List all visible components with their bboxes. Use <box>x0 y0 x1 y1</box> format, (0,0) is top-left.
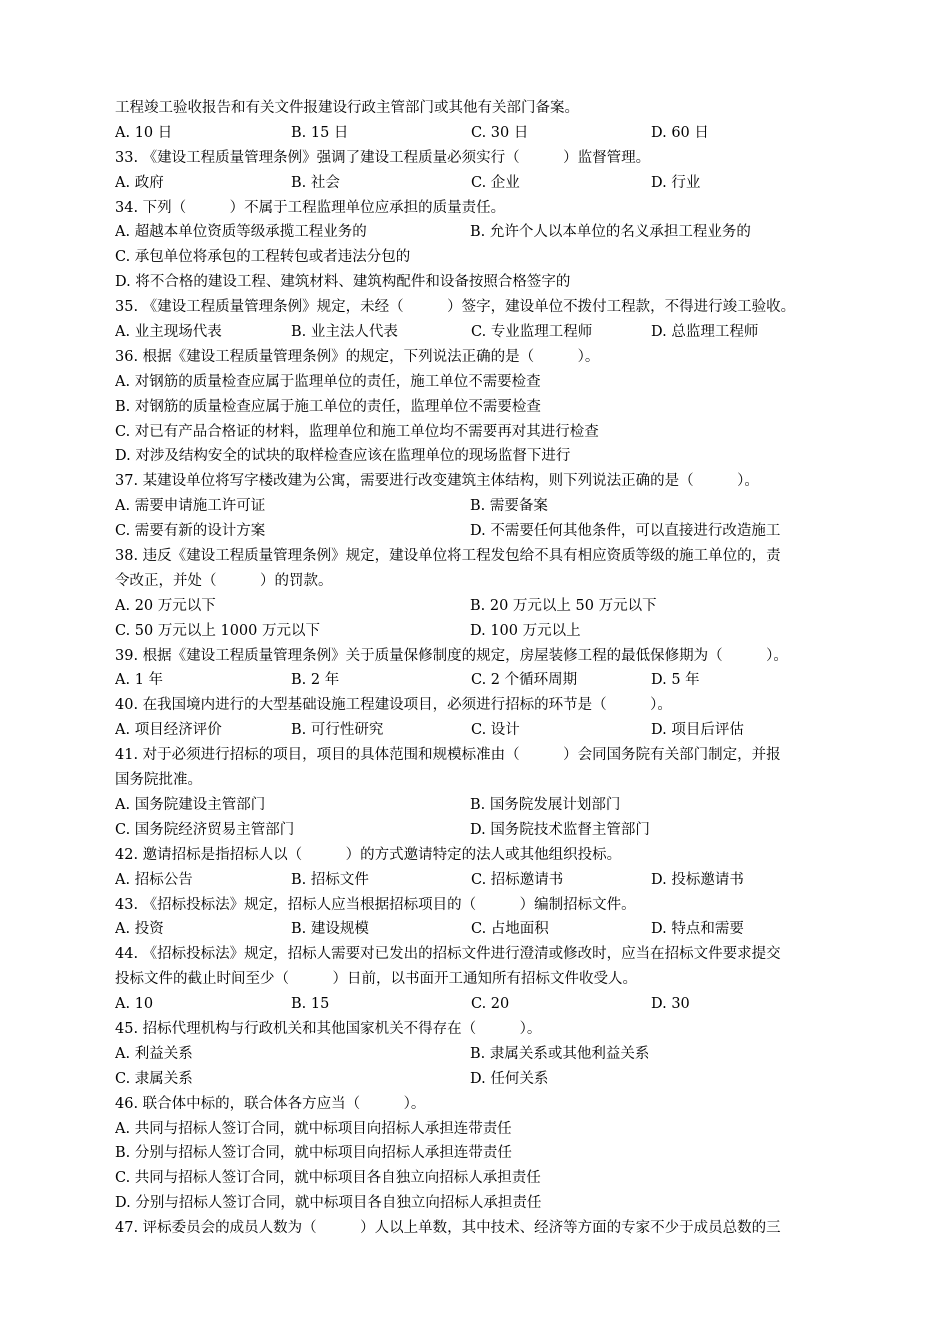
text-line: 44. 《招标投标法》规定，招标人需要对已发出的招标文件进行澄清或修改时，应当在招标文件要求提交 <box>115 946 781 963</box>
options-row <box>115 668 880 693</box>
option-item: C. 招标邀请书 <box>471 871 564 888</box>
text-line: A. 对钢筋的质量检查应属于监理单位的责任，施工单位不需要检查 <box>115 373 541 390</box>
options-row <box>115 917 880 942</box>
text-line: 45. 招标代理机构与行政机关和其他国家机关不得存在（ ）。 <box>115 1020 542 1037</box>
options-row <box>115 1067 880 1092</box>
text-line: 国务院批准。 <box>115 772 202 789</box>
text-line: A. 共同与招标人签订合同，就中标项目向招标人承担连带责任 <box>115 1120 512 1137</box>
option-item: D. 不需要任何其他条件，可以直接进行改造施工 <box>470 523 781 540</box>
option-item: A. 1 年 <box>115 672 164 689</box>
text-line: 38. 违反《建设工程质量管理条例》规定，建设单位将工程发包给不具有相应资质等级的施工单位的，责 <box>115 548 781 565</box>
options-row <box>115 594 880 619</box>
option-item: B. 招标文件 <box>291 871 369 888</box>
option-item: D. 任何关系 <box>470 1070 549 1087</box>
option-item: D. 行业 <box>651 174 701 191</box>
option-item: B. 可行性研究 <box>291 722 384 739</box>
option-item: A. 超越本单位资质等级承揽工程业务的 <box>115 224 367 241</box>
option-item: B. 允许个人以本单位的名义承担工程业务的 <box>470 224 751 241</box>
option-item: B. 需要备案 <box>470 498 548 515</box>
option-item: B. 建设规模 <box>291 921 369 938</box>
option-item: D. 总监理工程师 <box>651 324 759 341</box>
option-item: B. 隶属关系或其他利益关系 <box>470 1045 650 1062</box>
option-item: B. 国务院发展计划部门 <box>470 796 621 813</box>
options-row <box>115 1042 880 1067</box>
option-item: B. 15 <box>291 996 330 1013</box>
options-row <box>115 220 880 245</box>
text-line: 工程竣工验收报告和有关文件报建设行政主管部门或其他有关部门备案。 <box>115 100 579 116</box>
option-item: D. 国务院技术监督主管部门 <box>470 821 650 838</box>
option-item: A. 国务院建设主管部门 <box>115 796 266 813</box>
text-line: 36. 根据《建设工程质量管理条例》的规定，下列说法正确的是（ ）。 <box>115 348 600 365</box>
text-line: 投标文件的截止时间至少（ ）日前，以书面开工通知所有招标文件收受人。 <box>115 971 637 988</box>
options-row <box>115 619 880 644</box>
text-line: B. 分别与招标人签订合同，就中标项目向招标人承担连带责任 <box>115 1145 512 1162</box>
option-item: C. 2 个循环周期 <box>471 672 578 689</box>
options-row <box>115 793 880 818</box>
option-item: C. 企业 <box>471 174 520 191</box>
option-item: A. 20 万元以下 <box>115 597 216 614</box>
option-item: B. 业主法人代表 <box>291 324 398 341</box>
options-row <box>115 868 880 893</box>
option-item: A. 需要申请施工许可证 <box>115 498 266 515</box>
option-item: C. 占地面积 <box>471 921 549 938</box>
option-item: B. 社会 <box>291 174 340 191</box>
text-line: C. 承包单位将承包的工程转包或者违法分包的 <box>115 249 411 266</box>
option-item: C. 隶属关系 <box>115 1070 193 1087</box>
option-item: A. 业主现场代表 <box>115 324 222 341</box>
options-row <box>115 718 880 743</box>
option-item: C. 专业监理工程师 <box>471 324 593 341</box>
option-item: D. 投标邀请书 <box>651 871 744 888</box>
text-line: 43. 《招标投标法》规定，招标人应当根据招标项目的（ ）编制招标文件。 <box>115 896 636 913</box>
option-item: A. 招标公告 <box>115 871 193 888</box>
text-line: 40. 在我国境内进行的大型基础设施工程建设项目，必须进行招标的环节是（ ）。 <box>115 697 672 714</box>
option-item: C. 需要有新的设计方案 <box>115 523 266 540</box>
text-line: 33. 《建设工程质量管理条例》强调了建设工程质量必须实行（ ）监督管理。 <box>115 149 651 166</box>
text-line: B. 对钢筋的质量检查应属于施工单位的责任，监理单位不需要检查 <box>115 398 541 415</box>
text-line: 34. 下列（ ）不属于工程监理单位应承担的质量责任。 <box>115 199 506 216</box>
text-line: D. 将不合格的建设工程、建筑材料、建筑构配件和设备按照合格签字的 <box>115 274 571 291</box>
option-item: C. 50 万元以上 1000 万元以下 <box>115 622 320 639</box>
options-row <box>115 818 880 843</box>
option-item: D. 30 <box>651 996 690 1013</box>
option-item: C. 设计 <box>471 722 520 739</box>
text-line: 39. 根据《建设工程质量管理条例》关于质量保修制度的规定，房屋装修工程的最低保修期为（ ）。 <box>115 647 788 664</box>
options-row <box>115 992 880 1017</box>
option-item: A. 政府 <box>115 174 164 191</box>
option-item: C. 30 日 <box>471 124 529 141</box>
option-item: B. 2 年 <box>291 672 340 689</box>
text-line: 41. 对于必须进行招标的项目，项目的具体范围和规模标准由（ ）会同国务院有关部门制定，并报 <box>115 747 781 764</box>
text-line: D. 对涉及结构安全的试块的取样检查应该在监理单位的现场监督下进行 <box>115 448 571 465</box>
option-item: A. 项目经济评价 <box>115 722 222 739</box>
text-line: 令改正，并处（ ）的罚款。 <box>115 572 333 589</box>
option-item: D. 100 万元以上 <box>470 622 581 639</box>
text-line: 47. 评标委员会的成员人数为（ ）人以上单数，其中技术、经济等方面的专家不少于成员总数的三 <box>115 1220 781 1237</box>
option-item: D. 特点和需要 <box>651 921 744 938</box>
option-item: A. 10 <box>115 996 154 1013</box>
options-row <box>115 320 880 345</box>
text-line: C. 对已有产品合格证的材料，监理单位和施工单位均不需要再对其进行检查 <box>115 423 599 440</box>
option-item: D. 5 年 <box>651 672 700 689</box>
text-line: 35. 《建设工程质量管理条例》规定，未经（ ）签字，建设单位不拨付工程款，不得进行竣工验收。 <box>115 299 796 316</box>
options-row <box>115 121 880 146</box>
option-item: A. 10 日 <box>115 124 173 141</box>
option-item: B. 15 日 <box>291 124 349 141</box>
text-line: D. 分别与招标人签订合同，就中标项目各自独立向招标人承担责任 <box>115 1195 542 1212</box>
option-item: A. 利益关系 <box>115 1045 193 1062</box>
options-row <box>115 494 880 519</box>
option-item: B. 20 万元以上 50 万元以下 <box>470 597 657 614</box>
options-row <box>115 519 880 544</box>
text-line: 42. 邀请招标是指招标人以（ ）的方式邀请特定的法人或其他组织投标。 <box>115 846 622 863</box>
text-line: 37. 某建设单位将写字楼改建为公寓，需要进行改变建筑主体结构，则下列说法正确的是（ ）。 <box>115 473 759 490</box>
option-item: C. 国务院经济贸易主管部门 <box>115 821 295 838</box>
option-item: C. 20 <box>471 996 510 1013</box>
text-line: 46. 联合体中标的，联合体各方应当（ ）。 <box>115 1095 426 1112</box>
option-item: D. 项目后评估 <box>651 722 744 739</box>
option-item: A. 投资 <box>115 921 164 938</box>
text-line: C. 共同与招标人签订合同，就中标项目各自独立向招标人承担责任 <box>115 1170 541 1187</box>
options-row <box>115 171 880 196</box>
option-item: D. 60 日 <box>651 124 709 141</box>
